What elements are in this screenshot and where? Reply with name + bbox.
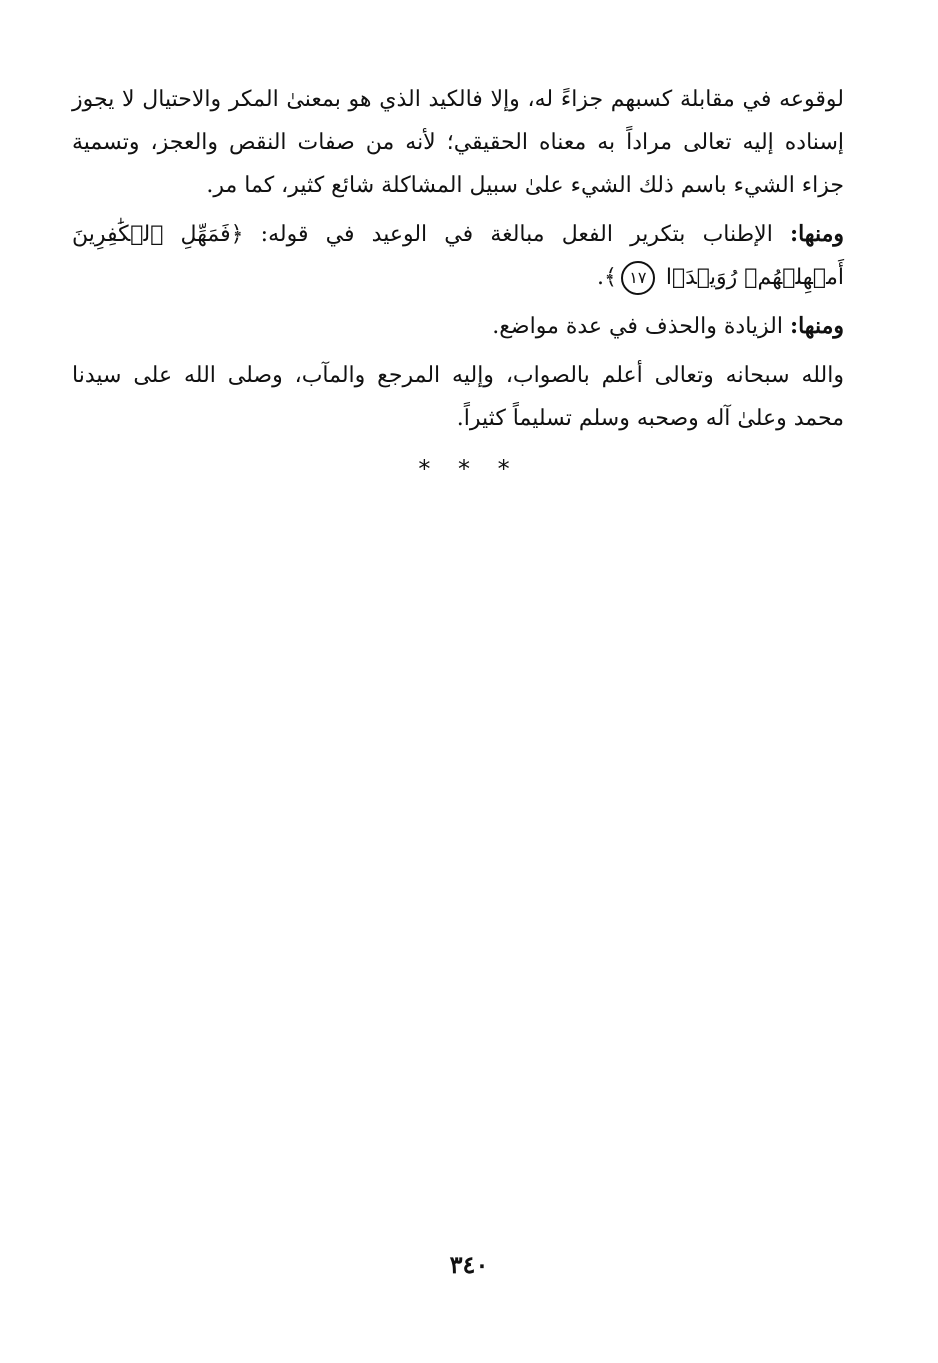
- paragraph-2: [72, 213, 844, 299]
- section-end-ornament: * * *: [418, 455, 520, 483]
- paragraph-4-text: والله سبحانه وتعالى أعلم بالصواب، وإليه المرجع والمآب، وصلى الله على سيدنا محمد وعلىٰ آله وصحبه وسلم تسليماً كثيراً.: [72, 363, 844, 431]
- ayah-number-marker: ١٧: [621, 261, 655, 295]
- quran-open-bracket: ﴿: [230, 222, 244, 247]
- paragraph-4: [72, 354, 844, 440]
- paragraph-2-text: الإطناب بتكرير الفعل مبالغة في الوعيد في قوله:: [260, 222, 773, 247]
- paragraph-3-label: ومنها:: [789, 313, 844, 339]
- paragraph-2-end: .: [596, 265, 604, 290]
- quran-close-bracket: ﴾: [603, 265, 617, 290]
- paragraph-3: [72, 305, 844, 348]
- paragraph-1-text: لوقوعه في مقابلة كسبهم جزاءً له، وإلا فالكيد الذي هو بمعنىٰ المكر والاحتيال لا يجوز إسناده إليه تعالى مراداً به معناه الحقيقي؛ لأنه من صفات النقص والعجز، وتسمية جزاء الشيء باسم ذلك الشيء علىٰ سبيل المشاكلة شائع كثير، كما مر.: [72, 87, 844, 198]
- paragraph-1: [72, 78, 844, 207]
- paragraph-3-text: الزيادة والحذف في عدة مواضع.: [492, 314, 783, 339]
- quran-verse: فَمَهِّلِ ٱلۡكَٰفِرِينَ أَمۡهِلۡهُمۡ رُوَيۡدَۢا: [72, 222, 844, 290]
- body-text: [72, 78, 844, 440]
- page-number: ٣٤٠: [449, 1250, 489, 1279]
- paragraph-2-label: ومنها:: [789, 221, 844, 247]
